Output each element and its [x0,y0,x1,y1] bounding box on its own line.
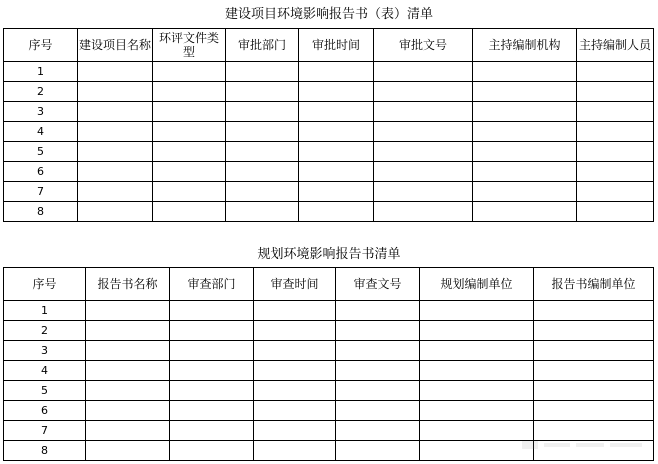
table-1-header-lead-personnel: 主持编制人员 [577,29,654,62]
table-row [4,421,654,441]
table-row [4,301,654,321]
empty-cell [299,142,374,162]
empty-cell [153,62,226,82]
table-row [4,142,654,162]
empty-cell [336,361,420,381]
empty-cell [577,122,654,142]
empty-cell [374,202,473,222]
empty-cell [374,162,473,182]
empty-cell [299,182,374,202]
table-row [4,62,654,82]
table-2-header-review-document-no: 审查文号 [336,268,420,301]
empty-cell [226,142,299,162]
row-number: 2 [4,82,78,102]
empty-cell [226,102,299,122]
empty-cell [299,162,374,182]
empty-cell [420,441,534,461]
empty-cell [78,62,153,82]
empty-cell [336,441,420,461]
empty-cell [254,421,336,441]
empty-cell [226,202,299,222]
row-number: 6 [4,162,78,182]
empty-cell [473,182,577,202]
row-number: 5 [4,381,86,401]
empty-cell [170,321,254,341]
empty-cell [534,321,654,341]
empty-cell [473,142,577,162]
table-row [4,122,654,142]
empty-cell [78,162,153,182]
empty-cell [153,182,226,202]
empty-cell [86,421,170,441]
empty-cell [473,102,577,122]
table-1-header-lead-organization: 主持编制机构 [473,29,577,62]
empty-cell [86,381,170,401]
table-2-header-planning-unit: 规划编制单位 [420,268,534,301]
empty-cell [78,142,153,162]
empty-cell [534,441,654,461]
table-2-header-review-department: 审查部门 [170,268,254,301]
empty-cell [86,301,170,321]
empty-cell [86,361,170,381]
empty-cell [473,162,577,182]
empty-cell [577,202,654,222]
empty-cell [254,381,336,401]
empty-cell [299,202,374,222]
empty-cell [577,162,654,182]
construction-project-eia-table [3,28,654,222]
empty-cell [374,182,473,202]
empty-cell [153,202,226,222]
empty-cell [336,321,420,341]
empty-cell [577,182,654,202]
empty-cell [78,202,153,222]
empty-cell [420,321,534,341]
empty-cell [153,122,226,142]
empty-cell [226,62,299,82]
row-number: 1 [4,301,86,321]
empty-cell [299,62,374,82]
empty-cell [299,102,374,122]
empty-cell [153,82,226,102]
empty-cell [336,381,420,401]
empty-cell [153,142,226,162]
empty-cell [473,122,577,142]
empty-cell [78,122,153,142]
row-number: 2 [4,321,86,341]
planning-eia-report-table [3,267,654,461]
empty-cell [226,82,299,102]
table-2-header-report-unit: 报告书编制单位 [534,268,654,301]
empty-cell [254,401,336,421]
row-number: 5 [4,142,78,162]
empty-cell [420,401,534,421]
empty-cell [254,341,336,361]
empty-cell [420,361,534,381]
empty-cell [170,421,254,441]
empty-cell [336,421,420,441]
empty-cell [299,82,374,102]
empty-cell [299,122,374,142]
empty-cell [336,401,420,421]
empty-cell [254,361,336,381]
empty-cell [336,301,420,321]
empty-cell [86,341,170,361]
table-row [4,441,654,461]
empty-cell [86,401,170,421]
empty-cell [78,82,153,102]
empty-cell [577,82,654,102]
empty-cell [374,82,473,102]
row-number: 8 [4,441,86,461]
empty-cell [78,182,153,202]
empty-cell [254,441,336,461]
empty-cell [374,102,473,122]
empty-cell [534,381,654,401]
table-2-header-no: 序号 [4,268,86,301]
empty-cell [153,102,226,122]
empty-cell [534,341,654,361]
empty-cell [473,62,577,82]
table-row [4,381,654,401]
table-row [4,102,654,122]
table-1-header-approval-document-no: 审批文号 [374,29,473,62]
empty-cell [170,401,254,421]
empty-cell [78,102,153,122]
table-row [4,202,654,222]
table-row [4,162,654,182]
empty-cell [170,361,254,381]
row-number: 6 [4,401,86,421]
empty-cell [86,441,170,461]
empty-cell [86,321,170,341]
empty-cell [374,62,473,82]
row-number: 8 [4,202,78,222]
row-number: 7 [4,182,78,202]
empty-cell [420,421,534,441]
table-2-title: 规划环境影响报告书清单 [257,247,401,262]
empty-cell [473,202,577,222]
empty-cell [473,82,577,102]
empty-cell [534,421,654,441]
row-number: 4 [4,361,86,381]
table-row [4,82,654,102]
table-row [4,182,654,202]
table-1-header-eia-file-type: 环评文件类型 [153,29,226,62]
table-1-header-approval-time: 审批时间 [299,29,374,62]
empty-cell [374,122,473,142]
empty-cell [153,162,226,182]
table-2-header-review-time: 审查时间 [254,268,336,301]
empty-cell [420,301,534,321]
row-number: 4 [4,122,78,142]
empty-cell [420,381,534,401]
row-number: 1 [4,62,78,82]
empty-cell [577,62,654,82]
empty-cell [577,142,654,162]
empty-cell [534,301,654,321]
empty-cell [254,301,336,321]
empty-cell [577,102,654,122]
empty-cell [170,341,254,361]
empty-cell [534,401,654,421]
table-2-header-report-name: 报告书名称 [86,268,170,301]
empty-cell [420,341,534,361]
empty-cell [226,122,299,142]
table-1-header-no: 序号 [4,29,78,62]
empty-cell [170,441,254,461]
empty-cell [534,361,654,381]
empty-cell [336,341,420,361]
table-row [4,401,654,421]
table-1-header-row [4,29,654,62]
table-1-header-project-name: 建设项目名称 [78,29,153,62]
table-row [4,321,654,341]
row-number: 7 [4,421,86,441]
table-row [4,341,654,361]
table-1-header-approval-department: 审批部门 [226,29,299,62]
empty-cell [226,182,299,202]
table-2-header-row [4,268,654,301]
empty-cell [226,162,299,182]
row-number: 3 [4,341,86,361]
table-row [4,361,654,381]
table-1-title: 建设项目环境影响报告书（表）清单 [224,7,433,22]
empty-cell [170,301,254,321]
row-number: 3 [4,102,78,122]
empty-cell [374,142,473,162]
empty-cell [170,381,254,401]
empty-cell [254,321,336,341]
